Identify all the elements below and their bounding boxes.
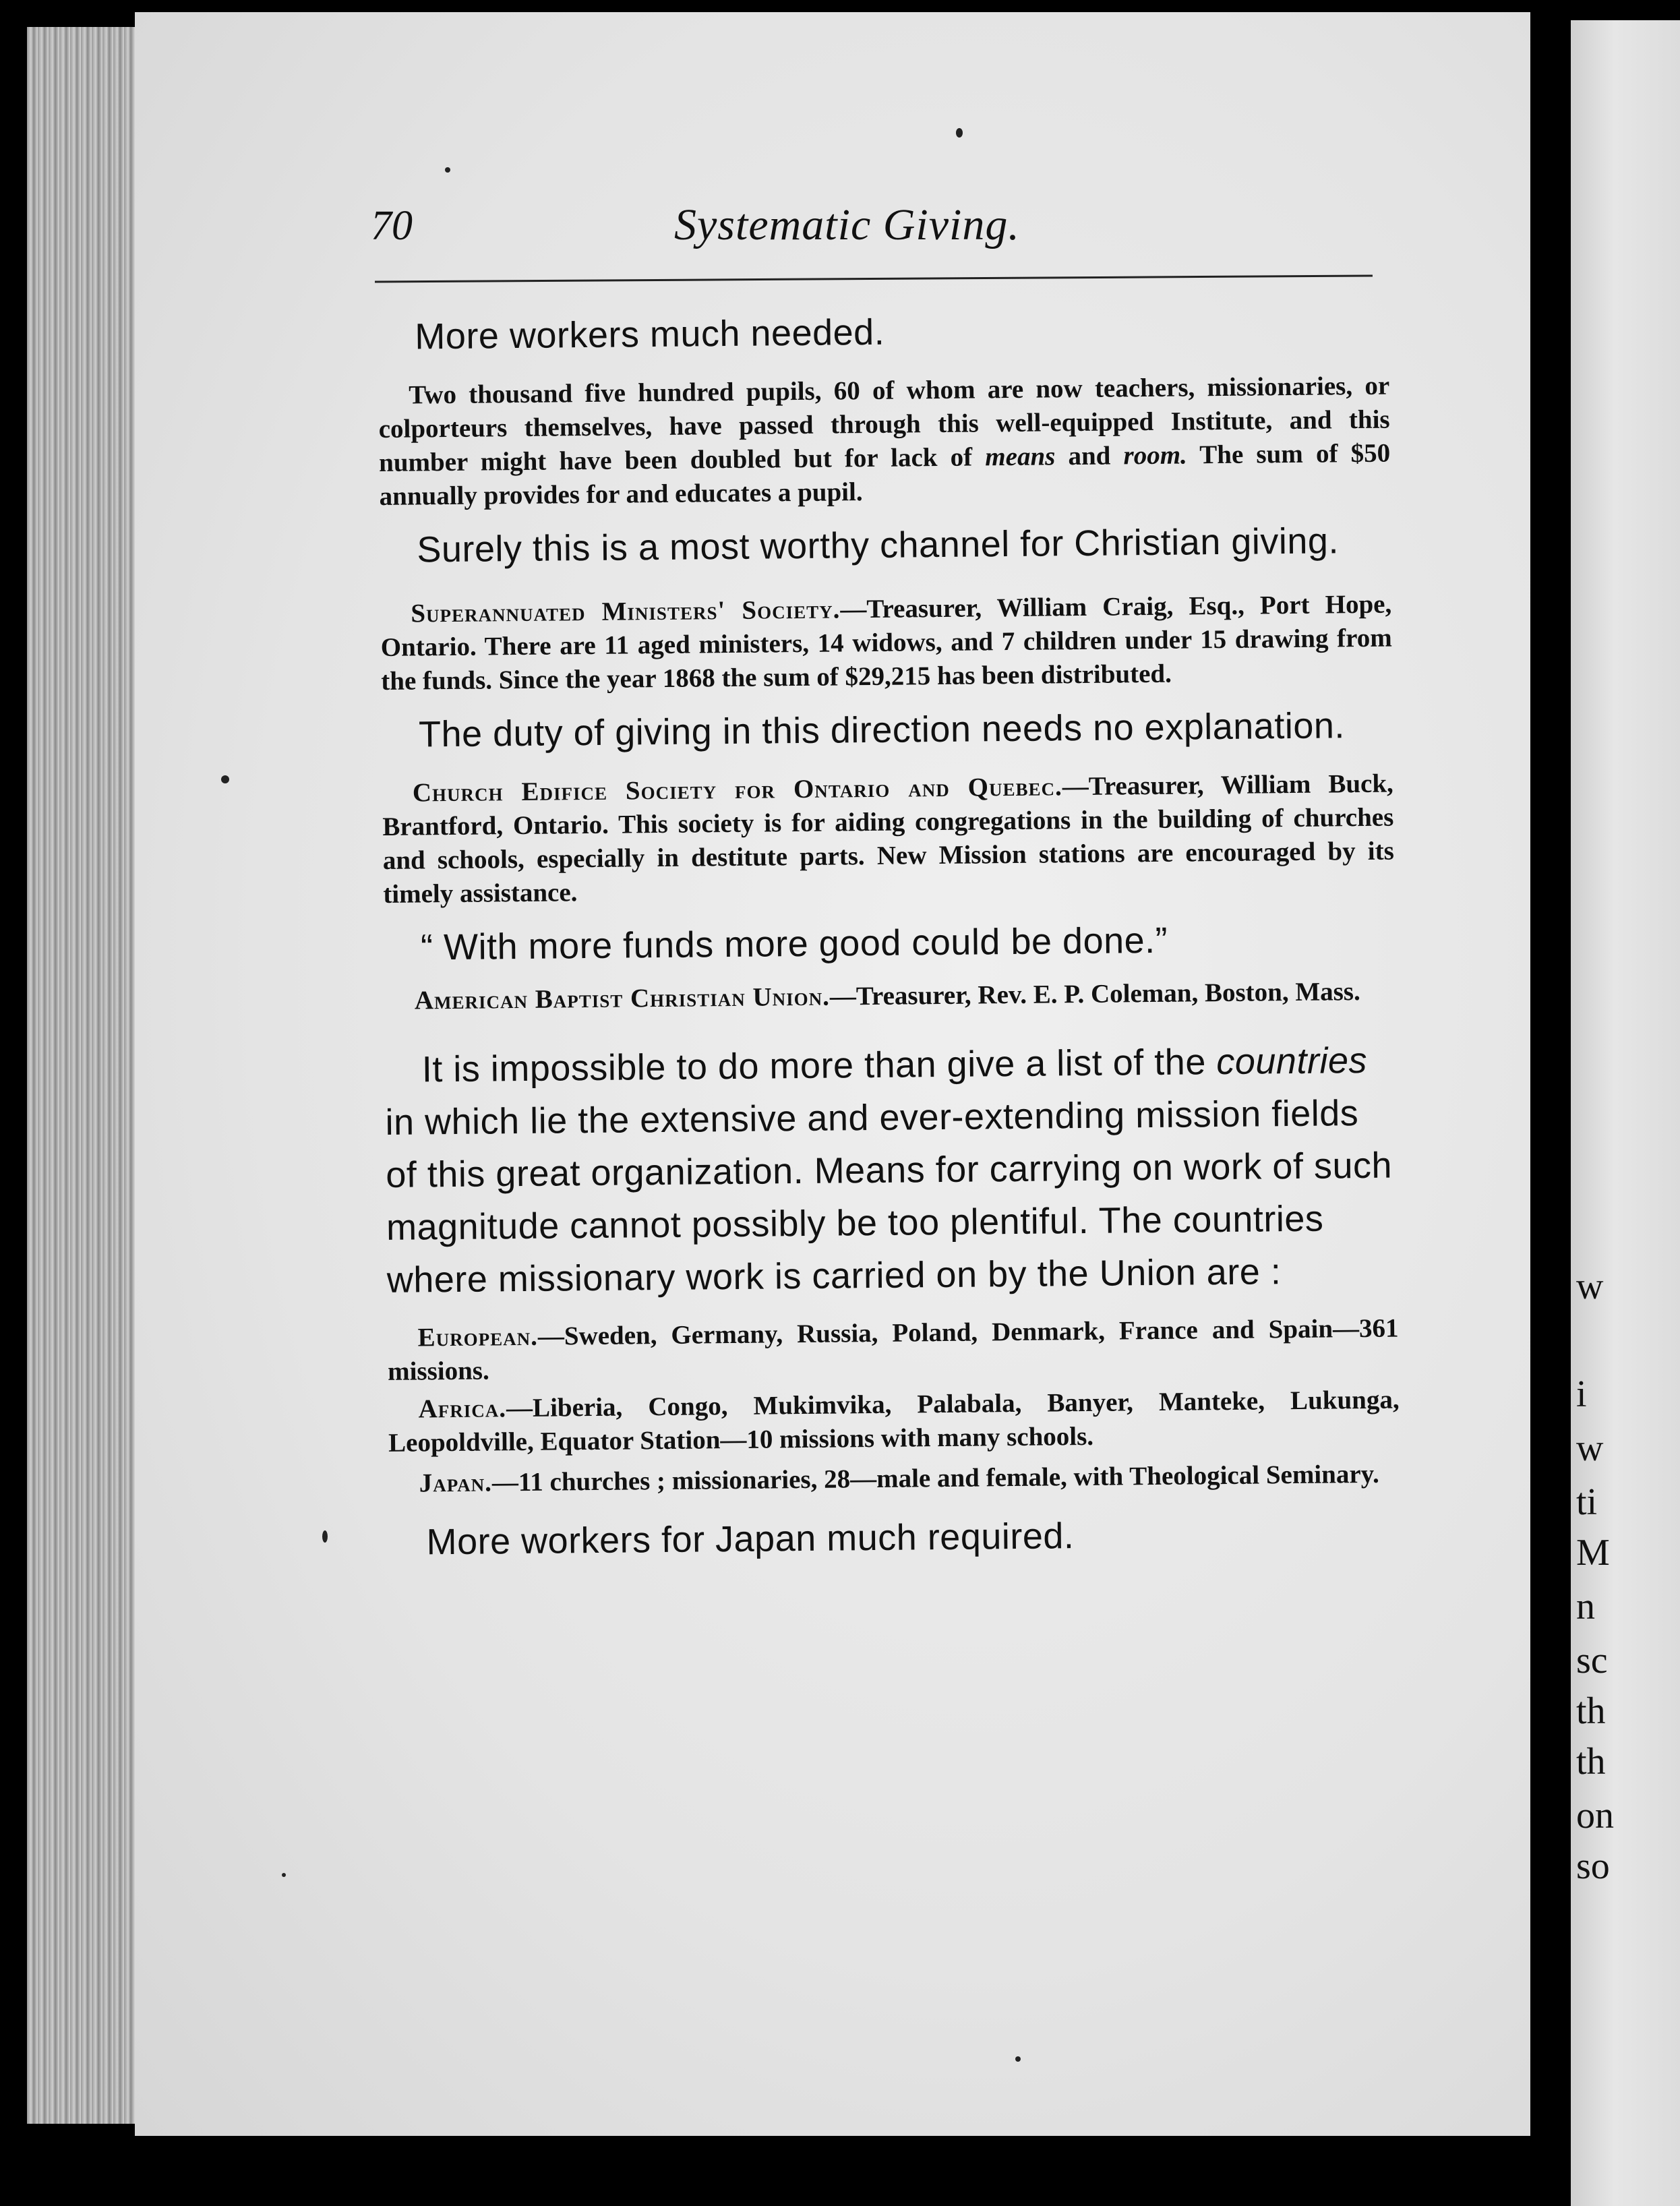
scan-speck: [956, 128, 963, 138]
scan-speck: [445, 167, 450, 173]
region-name: Japan.: [419, 1468, 493, 1498]
facing-page-text: on: [1576, 1795, 1614, 1837]
page-body: [378, 301, 1401, 1570]
paragraph-text: —11 churches ; missionaries, 28—male and female, with Theological Seminary.: [491, 1459, 1379, 1497]
entry-africa: [388, 1383, 1400, 1460]
scan-speck: [1015, 2056, 1021, 2062]
remark-duty-of-giving: The duty of giving in this direction needs no explanation.: [418, 705, 1346, 755]
remark-japan-workers: More workers for Japan much required.: [426, 1516, 1075, 1563]
facing-page-text: so: [1576, 1845, 1610, 1887]
scan-speck: [282, 1873, 286, 1877]
paragraph-text: —Sweden, Germany, Russia, Poland, Denmark, France and Spain—361 missions.: [387, 1313, 1399, 1386]
running-head: [371, 202, 1369, 276]
entry-european: [387, 1312, 1399, 1389]
facing-page-text: sc: [1576, 1640, 1608, 1681]
facing-page-text: th: [1576, 1690, 1606, 1732]
paragraph-text: —Treasurer, Rev. E. P. Coleman, Boston, Mass.: [829, 977, 1360, 1011]
scan-speck: [322, 1530, 328, 1543]
paragraph-text: —Treasurer, William Craig, Esq., Port Hope, Ontario. There are 11 aged ministers, 14 widows, and 7 children under 15 drawing from the funds. Since the year 1868 the sum of $29,215 has been distributed.: [380, 589, 1392, 696]
facing-page-text: w: [1576, 1427, 1604, 1469]
facing-page-text: M: [1576, 1532, 1610, 1574]
facing-page-text: n: [1576, 1586, 1595, 1628]
paragraph-text: in which lie the extensive and ever-extending mission fields of this great organization. Means for carrying on work of such magnitude cannot possibly be too plentiful. The countries where missionary work is carried on by the Union are :: [385, 1093, 1393, 1301]
emphasis-means: means: [985, 442, 1056, 472]
scan-speck: [221, 775, 229, 783]
society-name: American Baptist Christian Union.: [414, 982, 831, 1015]
facing-page-fragment: [1571, 20, 1680, 2206]
paragraph-text: The sum of $50 annually provides for and educates a pupil.: [379, 438, 1391, 511]
remark-worthy-channel: Surely this is a most worthy channel for Christian giving.: [417, 520, 1340, 570]
paragraph-superannuated: [380, 588, 1392, 698]
region-name: Africa.: [418, 1394, 507, 1424]
facing-page-text: w: [1576, 1265, 1604, 1307]
society-name: Superannuated Ministers' Society.: [411, 595, 841, 628]
paragraph-text: and: [1055, 441, 1124, 471]
remark-workers-needed: More workers much needed.: [415, 311, 885, 357]
entry-japan: [388, 1458, 1400, 1501]
paragraph-text: It is impossible to do more than give a list of the: [421, 1042, 1217, 1090]
emphasis-room: room.: [1123, 440, 1187, 471]
emphasis-countries: countries: [1216, 1040, 1368, 1083]
paragraph-countries: [384, 1034, 1398, 1307]
paragraph-church-edifice: [382, 767, 1395, 912]
page-number: 70: [371, 203, 413, 249]
facing-page-text: th: [1576, 1741, 1606, 1783]
paragraph-institute: [378, 369, 1391, 514]
society-name: Church Edifice Society for Ontario and Quebec.: [412, 772, 1062, 808]
facing-page-text: i: [1576, 1373, 1587, 1415]
paragraph-text: —Treasurer, William Buck, Brantford, Ontario. This society is for aiding congregations in the building of churches and schools, especially in destitute parts. New Mission stations are encouraged by its timely assistance.: [382, 769, 1394, 909]
paragraph-text: —Liberia, Congo, Mukimvika, Palabala, Banyer, Manteke, Lukunga, Leopoldville, Equator Station—10 missions with many schools.: [388, 1385, 1400, 1458]
remark-more-funds: “ With more funds more good could be done.”: [420, 920, 1168, 968]
region-name: European.: [417, 1321, 539, 1352]
facing-page-text: ti: [1576, 1481, 1598, 1523]
running-title: Systematic Giving.: [674, 200, 1020, 249]
paragraph-text: Two thousand five hundred pupils, 60 of whom are now teachers, missionaries, or colporteurs themselves, have passed through this well-equipped Institute, and this number might have been doubled but for lack of: [378, 371, 1390, 477]
paragraph-baptist-union: [384, 975, 1396, 1018]
